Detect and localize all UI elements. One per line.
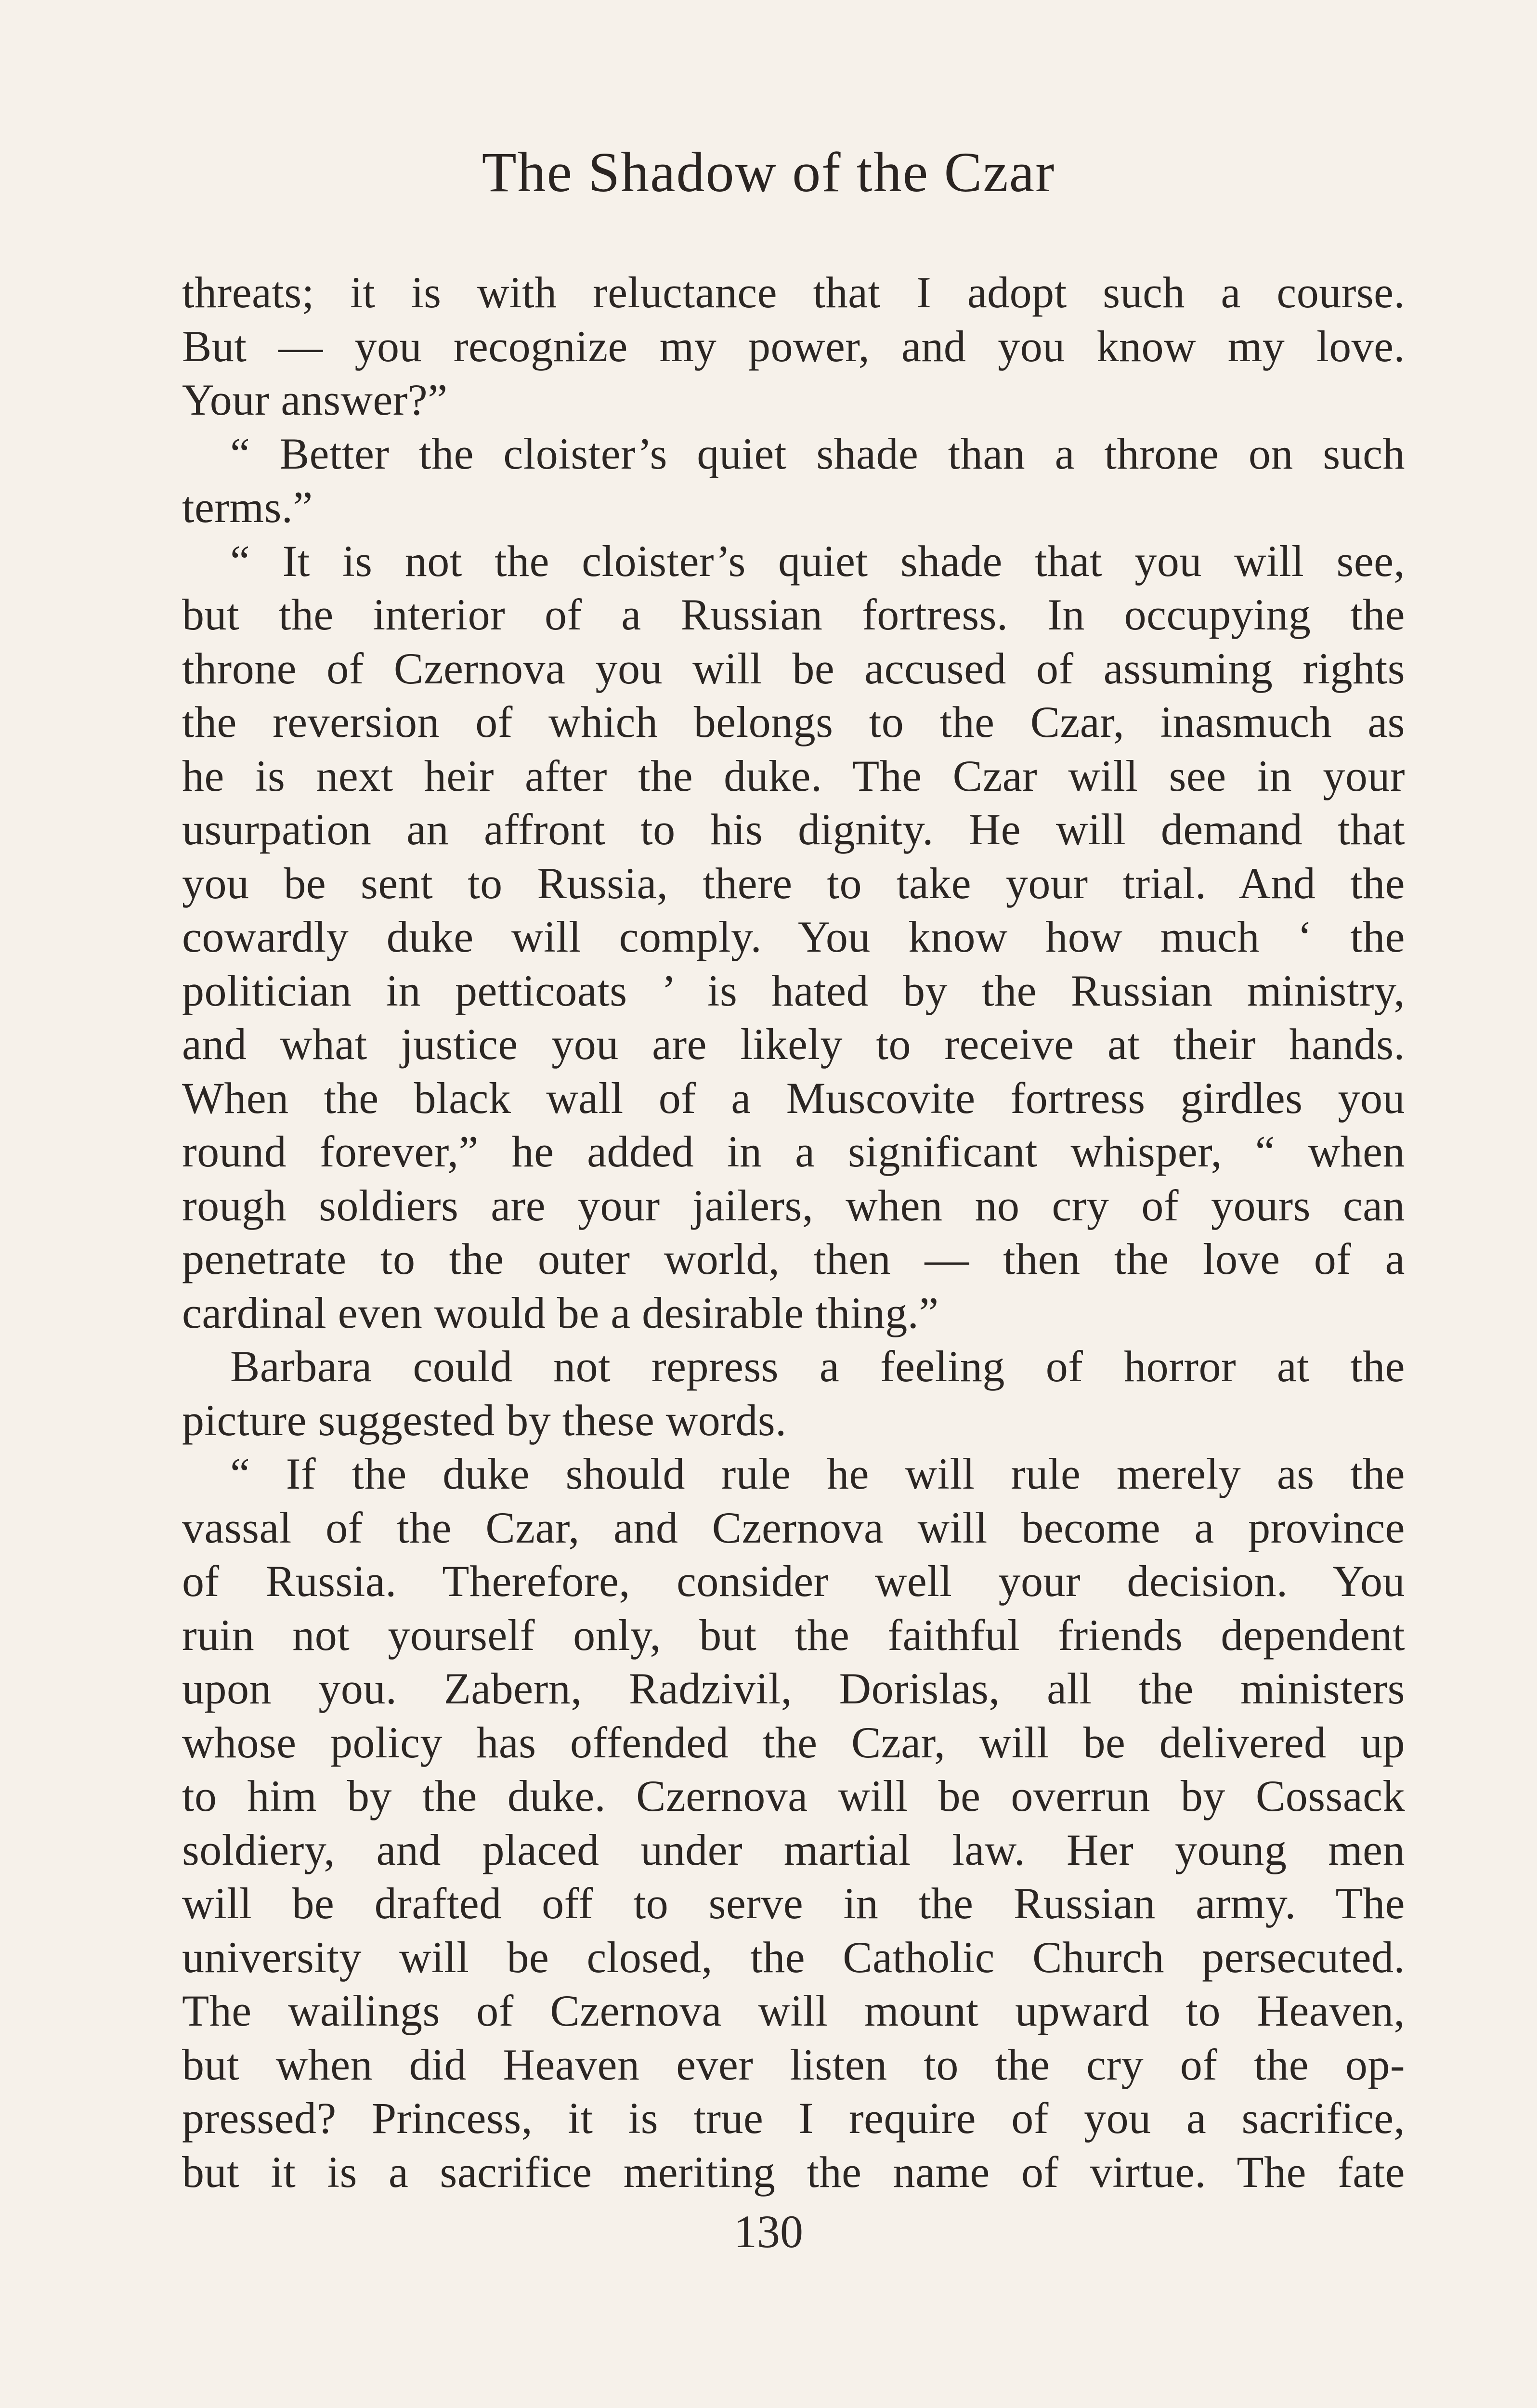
text-line: cardinal even would be a desirable thing.” <box>182 1288 939 1337</box>
text-line: throne of Czernova you will be accused of assuming rights <box>182 643 1405 693</box>
text-line: the reversion of which belongs to the Czar, inasmuch as <box>182 697 1405 746</box>
text-line: picture suggested by these words. <box>182 1395 787 1445</box>
text-line: Barbara could not repress a feeling of horror at the <box>230 1342 1405 1391</box>
text-line: cowardly duke will comply. You know how much ‘ the <box>182 912 1405 961</box>
text-line: and what justice you are likely to receive at their hands. <box>182 1020 1405 1069</box>
text-line: to him by the duke. Czernova will be overrun by Cossack <box>182 1771 1405 1820</box>
text-line: “ If the duke should rule he will rule merely as the <box>230 1449 1405 1498</box>
text-line: Your answer?” <box>182 375 448 424</box>
text-line: but it is a sacrifice meriting the name of virtue. The fate <box>182 2147 1405 2197</box>
text-line: soldiery, and placed under martial law. Her young men <box>182 1825 1405 1874</box>
text-line: rough soldiers are your jailers, when no cry of yours can <box>182 1180 1405 1230</box>
text-line: vassal of the Czar, and Czernova will become a province <box>182 1503 1405 1552</box>
body-text <box>182 266 1405 2199</box>
text-line: he is next heir after the duke. The Czar will see in your <box>182 751 1405 800</box>
running-head: The Shadow of the Czar <box>482 141 1055 204</box>
text-line: threats; it is with reluctance that I adopt such a course. <box>182 268 1405 317</box>
text-line: “ Better the cloister’s quiet shade than a throne on such <box>230 429 1405 478</box>
text-line: ruin not yourself only, but the faithful friends dependent <box>182 1610 1405 1660</box>
page-number: 130 <box>734 2206 803 2257</box>
text-line: round forever,” he added in a significant whisper, “ when <box>182 1127 1405 1176</box>
text-line: penetrate to the outer world, then — then the love of a <box>182 1234 1405 1283</box>
text-line: pressed? Princess, it is true I require of you a sacrifice, <box>182 2094 1405 2143</box>
text-line: but the interior of a Russian fortress. In occupying the <box>182 590 1405 639</box>
text-line: terms.” <box>182 483 313 532</box>
text-line: The wailings of Czernova will mount upward to Heaven, <box>182 1986 1405 2035</box>
text-line: “ It is not the cloister’s quiet shade that you will see, <box>230 536 1405 586</box>
text-line: you be sent to Russia, there to take your trial. And the <box>182 858 1405 908</box>
text-line: but when did Heaven ever listen to the cry of the op- <box>182 2040 1405 2089</box>
text-line: But — you recognize my power, and you know my love. <box>182 321 1405 371</box>
text-line: When the black wall of a Muscovite fortress girdles you <box>182 1073 1405 1123</box>
text-line: will be drafted off to serve in the Russian army. The <box>182 1879 1405 1928</box>
text-line: upon you. Zabern, Radzivil, Dorislas, all the ministers <box>182 1664 1405 1713</box>
text-line: usurpation an affront to his dignity. He will demand that <box>182 805 1405 854</box>
text-line: university will be closed, the Catholic Church persecuted. <box>182 1932 1405 1982</box>
text-line: whose policy has offended the Czar, will be delivered up <box>182 1717 1405 1767</box>
text-line: of Russia. Therefore, consider well your decision. You <box>182 1557 1405 1606</box>
text-line: politician in petticoats ’ is hated by the Russian ministry, <box>182 966 1405 1015</box>
